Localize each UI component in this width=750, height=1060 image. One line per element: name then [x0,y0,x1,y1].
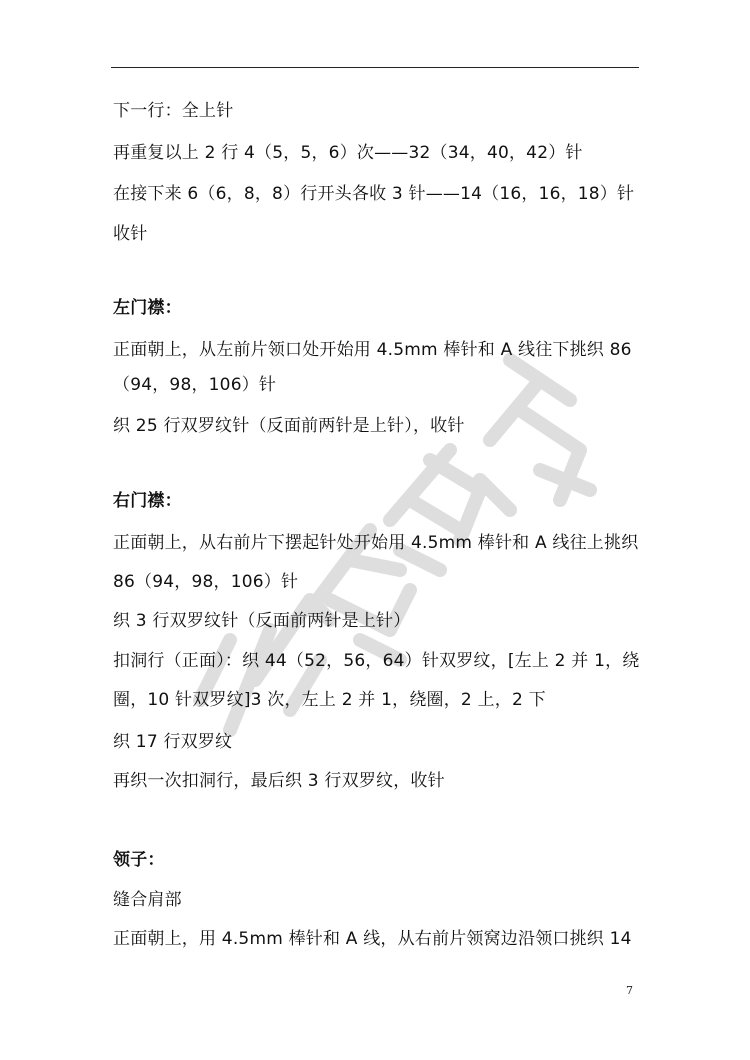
section-heading-right-placket: 右门襟： [113,491,182,511]
text-line-2: 再重复以上 2 行 4（5，5，6）次——32（34，40，42）针 [113,143,583,163]
text-line-16: 再织一次扣洞行，最后织 3 行双罗纹，收针 [113,771,445,791]
header-rule [111,67,639,68]
text-line-7: （94，98，106）针 [113,375,277,395]
text-line-15: 织 17 行双罗纹 [113,732,233,752]
text-line-3: 在接下来 6（6，8，8）行开头各收 3 针——14（16，16，18）针 [113,184,635,204]
text-line-11: 86（94，98，106）针 [113,572,299,592]
text-line-12: 织 3 行双罗纹针（反面前两针是上针） [113,611,411,631]
text-line-4: 收针 [113,224,148,244]
text-line-19: 正面朝上，用 4.5mm 棒针和 A 线，从右前片领窝边沿领口挑织 14 [113,929,632,949]
text-line-18: 缝合肩部 [113,890,182,910]
text-line-6: 正面朝上，从左前片领口处开始用 4.5mm 棒针和 A 线往下挑织 86 [113,340,632,360]
text-line-13: 扣洞行（正面）：织 44（52，56，64）针双罗纹，[左上 2 并 1，绕 [113,651,640,671]
text-line-10: 正面朝上，从右前片下摆起针处开始用 4.5mm 棒针和 A 线往上挑织 [113,533,639,553]
section-heading-collar: 领子： [113,850,165,870]
text-line-8: 织 25 行双罗纹针（反面前两针是上针），收针 [113,416,465,436]
page-number: 7 [626,984,633,997]
text-line-1: 下一行：全上针 [113,101,234,121]
section-heading-left-placket: 左门襟： [113,298,182,318]
text-line-14: 圈，10 针双罗纹]3 次，左上 2 并 1，绕圈，2 上，2 下 [113,690,546,710]
